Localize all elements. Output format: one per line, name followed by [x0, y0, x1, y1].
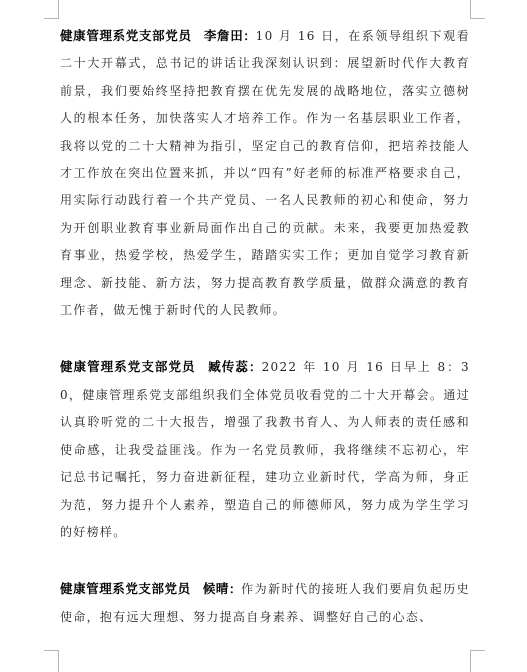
crop-mark-top-left: [44, 0, 59, 19]
statement-text: 2022 年 10 月 16 日早上 8：30，健康管理系党支部组织我们全体党员收看党的二十大开幕会。通过认真聆听党的二十大报告，增强了我教书育人、为人师表的责任感和使命感，让我受益匪浅。作为一名党员教师，我将继续不忘初心，牢记总书记嘱托，努力奋进新征程，建功立业新时代，学高为师，身正为范，努力提升个人素养，塑造自己的师德师风，努力成为学生学习的好榜样。: [60, 360, 470, 539]
member-statement: [60, 22, 470, 324]
member-name: 臧传蕊: [207, 359, 249, 375]
crop-mark-bottom-right: [470, 650, 485, 672]
crop-mark-top-right: [470, 0, 485, 19]
branch-name: 健康管理系党支部党员: [60, 581, 191, 597]
member-name: 候晴: [202, 581, 229, 597]
branch-name: 健康管理系党支部党员: [60, 359, 196, 375]
member-statement: [60, 353, 470, 546]
member-statement: [60, 575, 470, 631]
document-body: [60, 22, 470, 631]
name-colon: ：: [243, 29, 256, 43]
member-name: 李詹田: [203, 28, 244, 43]
crop-mark-bottom-left: [44, 650, 59, 672]
statement-text: 10 月 16 日，在系领导组织下观看二十大开幕式，总书记的讲话让我深刻认识到：展望新时代作大教育前景，我们要始终坚持把教育摆在优先发展的战略地位，落实立德树人的根本任务，加快落实人才培养工作。作为一名基层职业工作者，我将以党的二十大精神为指引，坚定自己的教育信仰，把培养技能人才工作放在突出位置来抓，并以“四有”好老师的标准严格要求自己，用实际行动践行着一个共产党员、一名人民教师的初心和使命，努力为开创职业教育事业新局面作出自己的贡献。未来，我要更加热爱教育事业，热爱学校，热爱学生，踏踏实实工作；更加自觉学习教育新理念、新技能、新方法，努力提高教育教学质量，做群众满意的教育工作者，做无愧于新时代的人民教师。: [60, 29, 470, 318]
name-colon: ：: [248, 360, 262, 375]
name-colon: ：: [229, 582, 242, 597]
statement-text: 作为新时代的接班人我们要肩负起历史使命，抱有远大理想、努力提高自身素养、调整好自己的心态、: [60, 582, 470, 624]
branch-name: 健康管理系党支部党员: [60, 28, 192, 43]
